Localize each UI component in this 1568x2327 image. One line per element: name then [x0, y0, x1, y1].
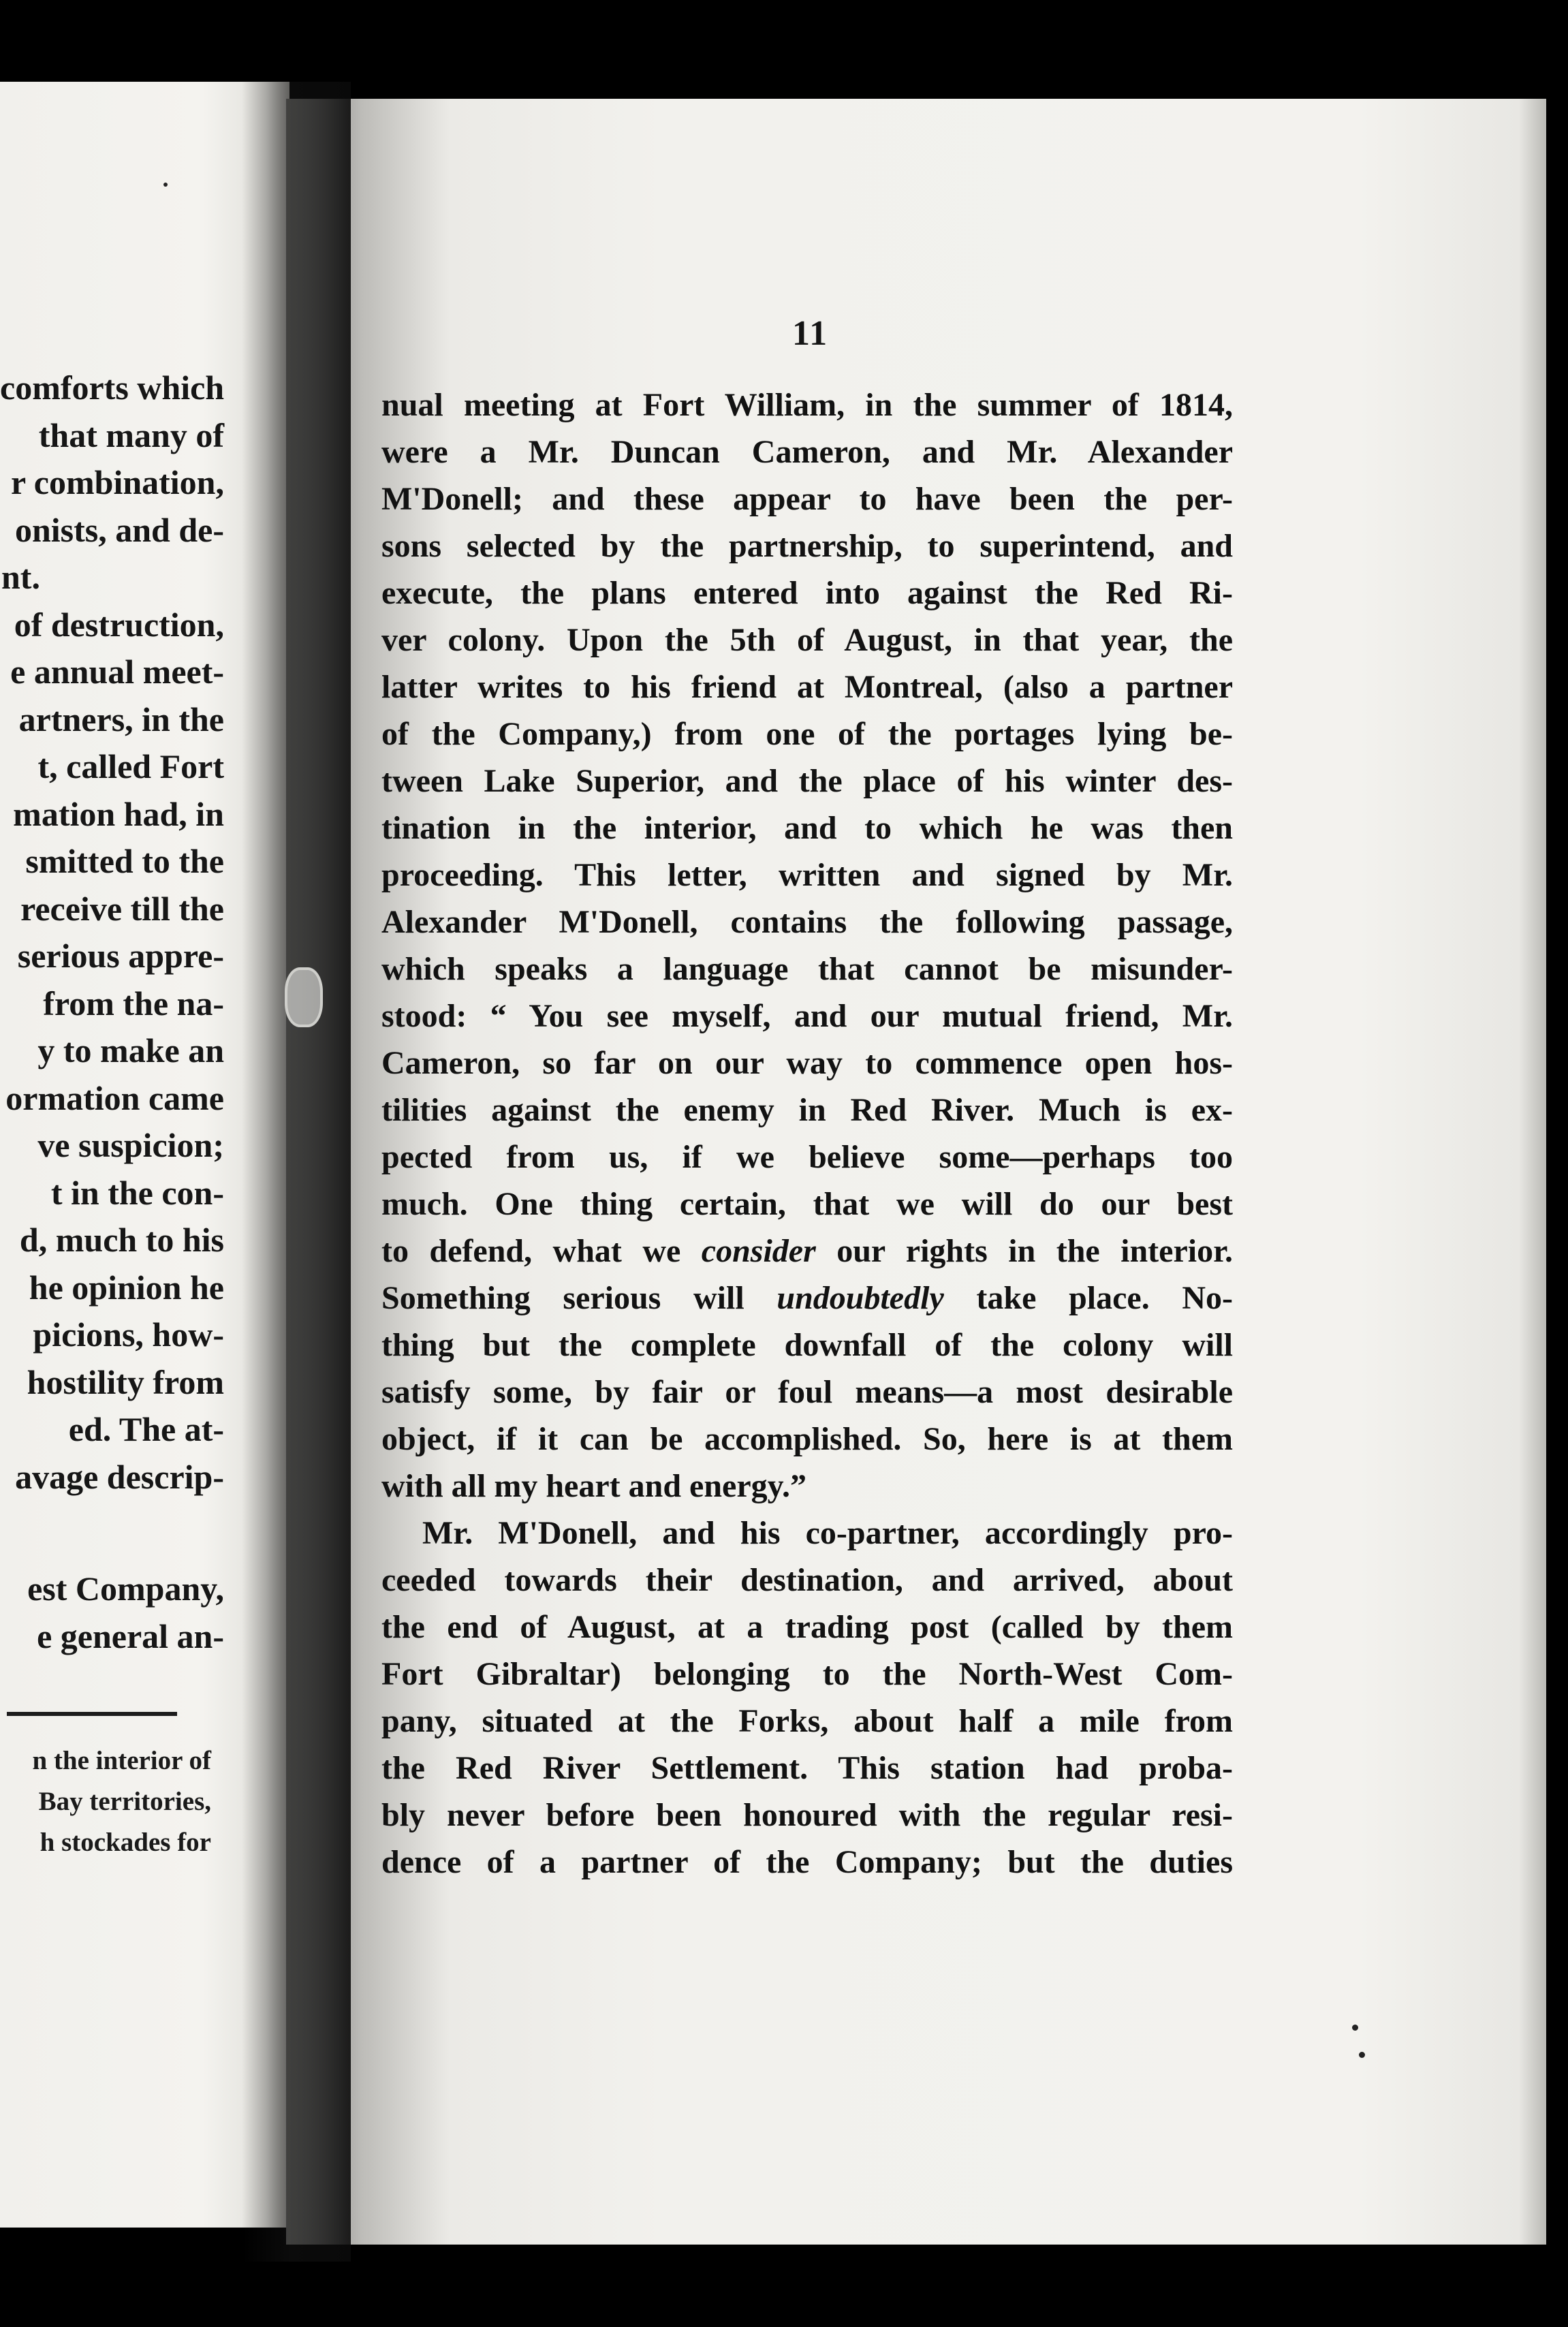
text-line: tilities against the enemy in Red River. Much is ex- — [381, 1092, 1233, 1128]
text-line: thing but the complete downfall of the colony will — [381, 1327, 1233, 1363]
left-line: comforts which — [0, 369, 225, 407]
text-line: execute, the plans entered into against the Red Ri- — [381, 575, 1233, 611]
text-segment: to defend, what we — [381, 1233, 681, 1269]
text-line: bly never before been honoured with the regular resi- — [381, 1797, 1233, 1833]
left-line: t, called Fort — [37, 747, 224, 785]
paper-stain — [285, 967, 323, 1027]
left-page-text — [0, 364, 289, 1660]
text-line: ver colony. Upon the 5th of August, in that year, the — [381, 622, 1233, 658]
text-line: were a Mr. Duncan Cameron, and Mr. Alexander — [381, 434, 1233, 470]
left-line: he opinion he — [29, 1268, 224, 1307]
text-line: pany, situated at the Forks, about half a mile from — [381, 1703, 1233, 1739]
left-line: ed. The at- — [68, 1410, 224, 1448]
left-line: t in the con- — [50, 1173, 224, 1212]
left-line: y to make an — [37, 1031, 224, 1069]
text-line: tination in the interior, and to which he was then — [381, 810, 1233, 846]
left-line: r combination, — [11, 463, 224, 501]
left-line: d, much to his — [19, 1221, 224, 1259]
left-line: smitted to the — [25, 842, 224, 880]
text-line: latter writes to his friend at Montreal, (also a partner — [381, 669, 1233, 705]
text-line: M'Donell; and these appear to have been the per- — [381, 481, 1233, 517]
text-line: ceeded towards their destination, and arrived, about — [381, 1562, 1233, 1598]
text-line: sons selected by the partnership, to superintend, and — [381, 528, 1233, 564]
text-line: of the Company,) from one of the portages lying be- — [381, 716, 1233, 752]
page-edge — [1519, 99, 1546, 2245]
text-segment: our rights in the interior. — [836, 1233, 1234, 1269]
left-line: ve suspicion; — [37, 1126, 224, 1164]
text-line — [381, 1228, 1233, 1275]
left-line: hostility from — [27, 1362, 224, 1401]
text-line: object, if it can be accomplished. So, here is at them — [381, 1421, 1233, 1457]
left-line: ormation came — [5, 1078, 224, 1117]
ink-speck — [163, 183, 168, 187]
page-number: 11 — [792, 314, 829, 353]
text-line: dence of a partner of the Company; but the duties — [381, 1844, 1233, 1880]
footnote-rule — [7, 1712, 177, 1716]
left-footnote — [0, 1740, 289, 1863]
left-line: from the na- — [43, 984, 224, 1022]
text-segment: take place. No- — [976, 1280, 1234, 1316]
text-line: Mr. M'Donell, and his co-partner, accordingly pro- — [422, 1515, 1233, 1551]
left-line: of destruction, — [14, 605, 224, 644]
text-line: satisfy some, by fair or foul means—a most desirable — [381, 1374, 1233, 1410]
text-line — [381, 1275, 1233, 1322]
ink-speck — [1359, 2052, 1365, 2058]
left-line: receive till the — [20, 889, 224, 928]
text-line: nual meeting at Fort William, in the summer of 1814, — [381, 387, 1233, 423]
text-line: the end of August, at a trading post (called by them — [381, 1609, 1233, 1645]
left-blank-gap — [0, 1501, 289, 1565]
left-line: serious appre- — [17, 937, 224, 975]
left-line: that many of — [38, 416, 224, 454]
text-line: Cameron, so far on our way to commence open hos- — [381, 1045, 1233, 1081]
left-line: nt. — [1, 558, 40, 596]
left-line: mation had, in — [13, 794, 224, 833]
footnote-line: Bay territories, — [38, 1787, 211, 1816]
left-line: picions, how- — [33, 1315, 224, 1354]
text-line: pected from us, if we believe some—perhaps too — [381, 1139, 1233, 1175]
text-line: tween Lake Superior, and the place of his winter des- — [381, 763, 1233, 799]
left-line: onists, and de- — [14, 510, 224, 549]
left-line: est Company, — [27, 1569, 224, 1608]
text-segment: Something serious will — [381, 1280, 744, 1316]
text-line: the Red River Settlement. This station had proba- — [381, 1750, 1233, 1786]
footnote-line: n the interior of — [32, 1746, 211, 1775]
left-line: e annual meet- — [10, 653, 224, 691]
text-line: proceeding. This letter, written and signed by Mr. — [381, 857, 1233, 893]
text-line: Alexander M'Donell, contains the following passage, — [381, 904, 1233, 940]
text-line: which speaks a language that cannot be misunder- — [381, 951, 1233, 987]
text-line: Fort Gibraltar) belonging to the North-West Com- — [381, 1656, 1233, 1692]
footnote-line: h stockades for — [40, 1828, 211, 1857]
left-line: e general an- — [37, 1617, 224, 1655]
left-facing-page — [0, 82, 289, 2228]
ink-speck — [1352, 2025, 1358, 2031]
page-body-text — [381, 381, 1233, 1886]
left-line: artners, in the — [18, 700, 224, 738]
italic-word: undoubtedly — [777, 1280, 944, 1316]
text-line: with all my heart and energy.” — [381, 1468, 806, 1504]
italic-word: consider — [701, 1233, 816, 1269]
text-line: much. One thing certain, that we will do our best — [381, 1186, 1233, 1222]
left-line: avage descrip- — [15, 1457, 224, 1496]
text-line: stood: “ You see myself, and our mutual friend, Mr. — [381, 998, 1233, 1034]
